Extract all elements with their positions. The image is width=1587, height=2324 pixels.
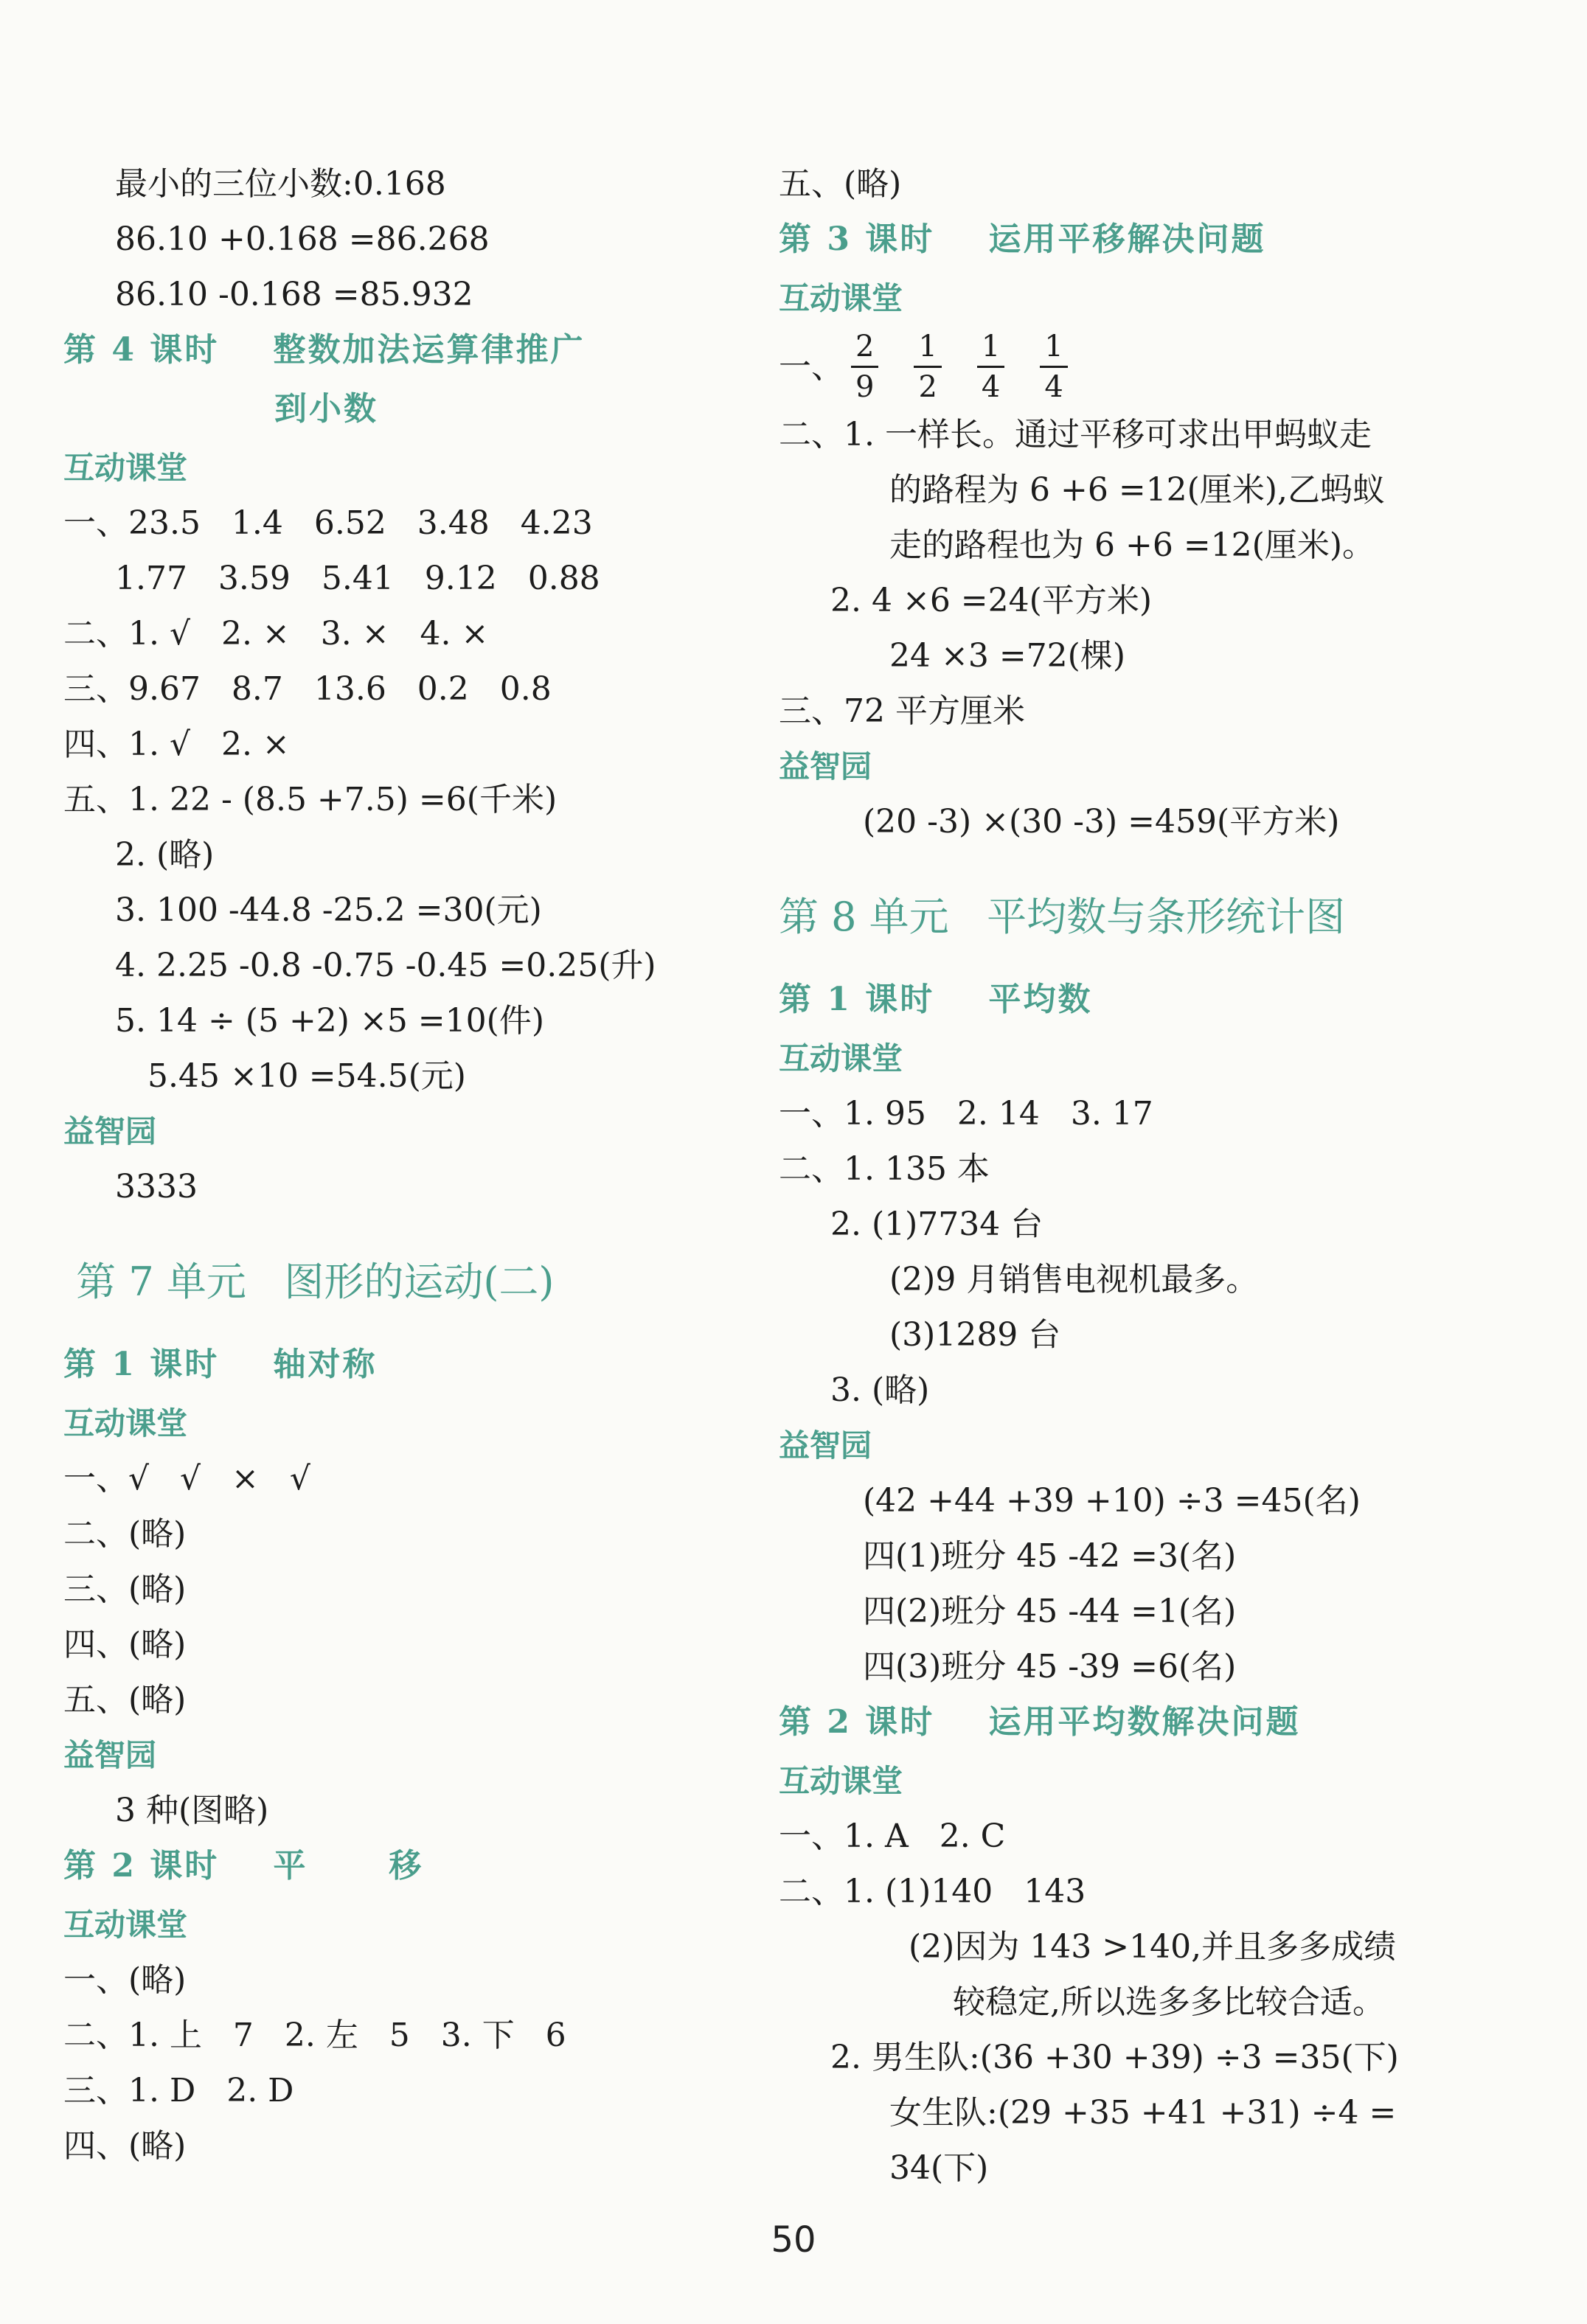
- answer-line: 最小的三位小数:0.168: [115, 165, 446, 203]
- answer-line: 四(2)班分 45 -44 =1(名): [863, 1593, 1237, 1630]
- section-label: 互动课堂: [63, 450, 188, 486]
- answer-line: 3. 100 -44.8 -25.2 =30(元): [115, 891, 542, 929]
- fraction-denominator: 4: [981, 369, 1001, 404]
- answer-line: 五、(略): [779, 165, 902, 203]
- unit-heading: 第 7 单元 图形的运动(二): [63, 1259, 555, 1305]
- page-number: 50: [771, 2219, 816, 2261]
- answer-line: 较稳定,所以选多多比较合适。: [953, 1983, 1385, 2021]
- answer-line: 四、1. √ 2. ×: [63, 726, 290, 763]
- answer-line: 的路程为 6 +6 =12(厘米),乙蚂蚁: [889, 471, 1385, 509]
- answer-line: 四(1)班分 45 -42 =3(名): [863, 1537, 1237, 1575]
- answer-line: 五、1. 22 - (8.5 +7.5) =6(千米): [63, 781, 558, 818]
- answer-line: 三、1. D 2. D: [63, 2072, 294, 2109]
- fraction: [914, 330, 941, 403]
- answer-line: 二、1. (1)140 143: [779, 1873, 1086, 1910]
- answer-line: 3. (略): [830, 1371, 930, 1409]
- answer-line: 三、72 平方厘米: [779, 692, 1025, 730]
- answer-line: 2. 4 ×6 =24(平方米): [830, 582, 1152, 619]
- fraction: [977, 330, 1004, 403]
- answer-line: 5.45 ×10 =54.5(元): [147, 1057, 466, 1095]
- fraction-numerator: 1: [1040, 330, 1067, 368]
- answer-line: 3333: [115, 1168, 198, 1206]
- right-column: [779, 156, 1516, 2196]
- section-label: 益智园: [779, 748, 872, 784]
- answer-line: 五、(略): [63, 1681, 187, 1719]
- answer-line: 四(3)班分 45 -39 =6(名): [863, 1648, 1237, 1685]
- answer-line: 一、√ √ × √: [63, 1460, 310, 1497]
- question-number: 一、: [779, 347, 844, 386]
- fraction-denominator: 9: [855, 369, 875, 404]
- answer-line: (3)1289 台: [889, 1316, 1061, 1354]
- answer-line: 2. (略): [115, 836, 215, 874]
- section-label: 互动课堂: [63, 1907, 188, 1943]
- lesson-heading: 到小数: [274, 390, 378, 428]
- answer-line: 一、23.5 1.4 6.52 3.48 4.23: [63, 504, 593, 542]
- answer-line: (42 +44 +39 +10) ÷3 =45(名): [863, 1482, 1361, 1520]
- answer-line: 四、(略): [63, 2127, 187, 2165]
- section-label: 互动课堂: [63, 1405, 188, 1441]
- answer-line: 1.77 3.59 5.41 9.12 0.88: [115, 560, 600, 597]
- fraction: [851, 330, 878, 403]
- fraction-numerator: 1: [977, 330, 1004, 368]
- answer-line: 四、(略): [63, 1626, 187, 1663]
- fraction-denominator: 4: [1044, 369, 1063, 404]
- lesson-heading: 第 2 课时 运用平均数解决问题: [779, 1703, 1301, 1741]
- unit-heading: 第 8 单元 平均数与条形统计图: [779, 894, 1346, 940]
- answer-line: 2. 男生队:(36 +30 +39) ÷3 =35(下): [830, 2039, 1399, 2076]
- answer-line: (20 -3) ×(30 -3) =459(平方米): [863, 803, 1340, 841]
- section-label: 益智园: [779, 1427, 872, 1464]
- answer-line: 女生队:(29 +35 +41 +31) ÷4 =: [889, 2094, 1397, 2132]
- section-label: 互动课堂: [779, 1763, 903, 1799]
- lesson-heading: 第 1 课时 轴对称: [63, 1346, 378, 1383]
- answer-line: (2)因为 143 >140,并且多多成绩: [909, 1928, 1397, 1966]
- answer-line: (2)9 月销售电视机最多。: [889, 1261, 1259, 1298]
- answer-line: 34(下): [889, 2149, 989, 2187]
- fraction-denominator: 2: [918, 369, 937, 404]
- answer-line: 二、1. √ 2. × 3. × 4. ×: [63, 615, 489, 653]
- lesson-heading: 第 4 课时 整数加法运算律推广: [63, 331, 586, 369]
- answer-line: 走的路程也为 6 +6 =12(厘米)。: [889, 526, 1375, 564]
- answer-line: 二、1. 135 本: [779, 1150, 990, 1188]
- lesson-heading: 第 3 课时 运用平移解决问题: [779, 220, 1266, 258]
- answer-line: 一、(略): [63, 1961, 187, 1999]
- answer-line: 86.10 -0.168 =85.932: [115, 276, 473, 313]
- answer-line: 4. 2.25 -0.8 -0.75 -0.45 =0.25(升): [115, 947, 656, 984]
- answer-line: 86.10 +0.168 =86.268: [115, 220, 490, 258]
- left-column: [63, 156, 727, 2174]
- answer-line: 24 ×3 =72(棵): [889, 637, 1126, 675]
- answer-line: 二、(略): [63, 1515, 187, 1553]
- answer-line: 2. (1)7734 台: [830, 1206, 1043, 1243]
- section-label: 益智园: [63, 1113, 157, 1149]
- answer-line: 3 种(图略): [115, 1792, 269, 1829]
- section-label: 益智园: [63, 1737, 157, 1773]
- answer-line: 三、(略): [63, 1570, 187, 1608]
- section-label: 互动课堂: [779, 1040, 903, 1076]
- answer-line: 一、1. 95 2. 14 3. 17: [779, 1095, 1153, 1133]
- fraction: [1040, 330, 1067, 403]
- answer-line: 二、1. 一样长。通过平移可求出甲蚂蚁走: [779, 416, 1372, 453]
- lesson-heading: 第 2 课时 平 移: [63, 1847, 424, 1885]
- answer-line: 二、1. 上 7 2. 左 5 3. 下 6: [63, 2017, 566, 2054]
- lesson-heading: 第 1 课时 平均数: [779, 981, 1093, 1018]
- fraction-numerator: 2: [851, 330, 878, 368]
- fraction-numerator: 1: [914, 330, 941, 368]
- answer-line: 一、1. A 2. C: [779, 1817, 1006, 1855]
- section-label: 互动课堂: [779, 280, 903, 316]
- fraction-answer-row: [779, 326, 1516, 407]
- answer-line: 三、9.67 8.7 13.6 0.2 0.8: [63, 670, 552, 708]
- answer-line: 5. 14 ÷ (5 +2) ×5 =10(件): [115, 1002, 544, 1040]
